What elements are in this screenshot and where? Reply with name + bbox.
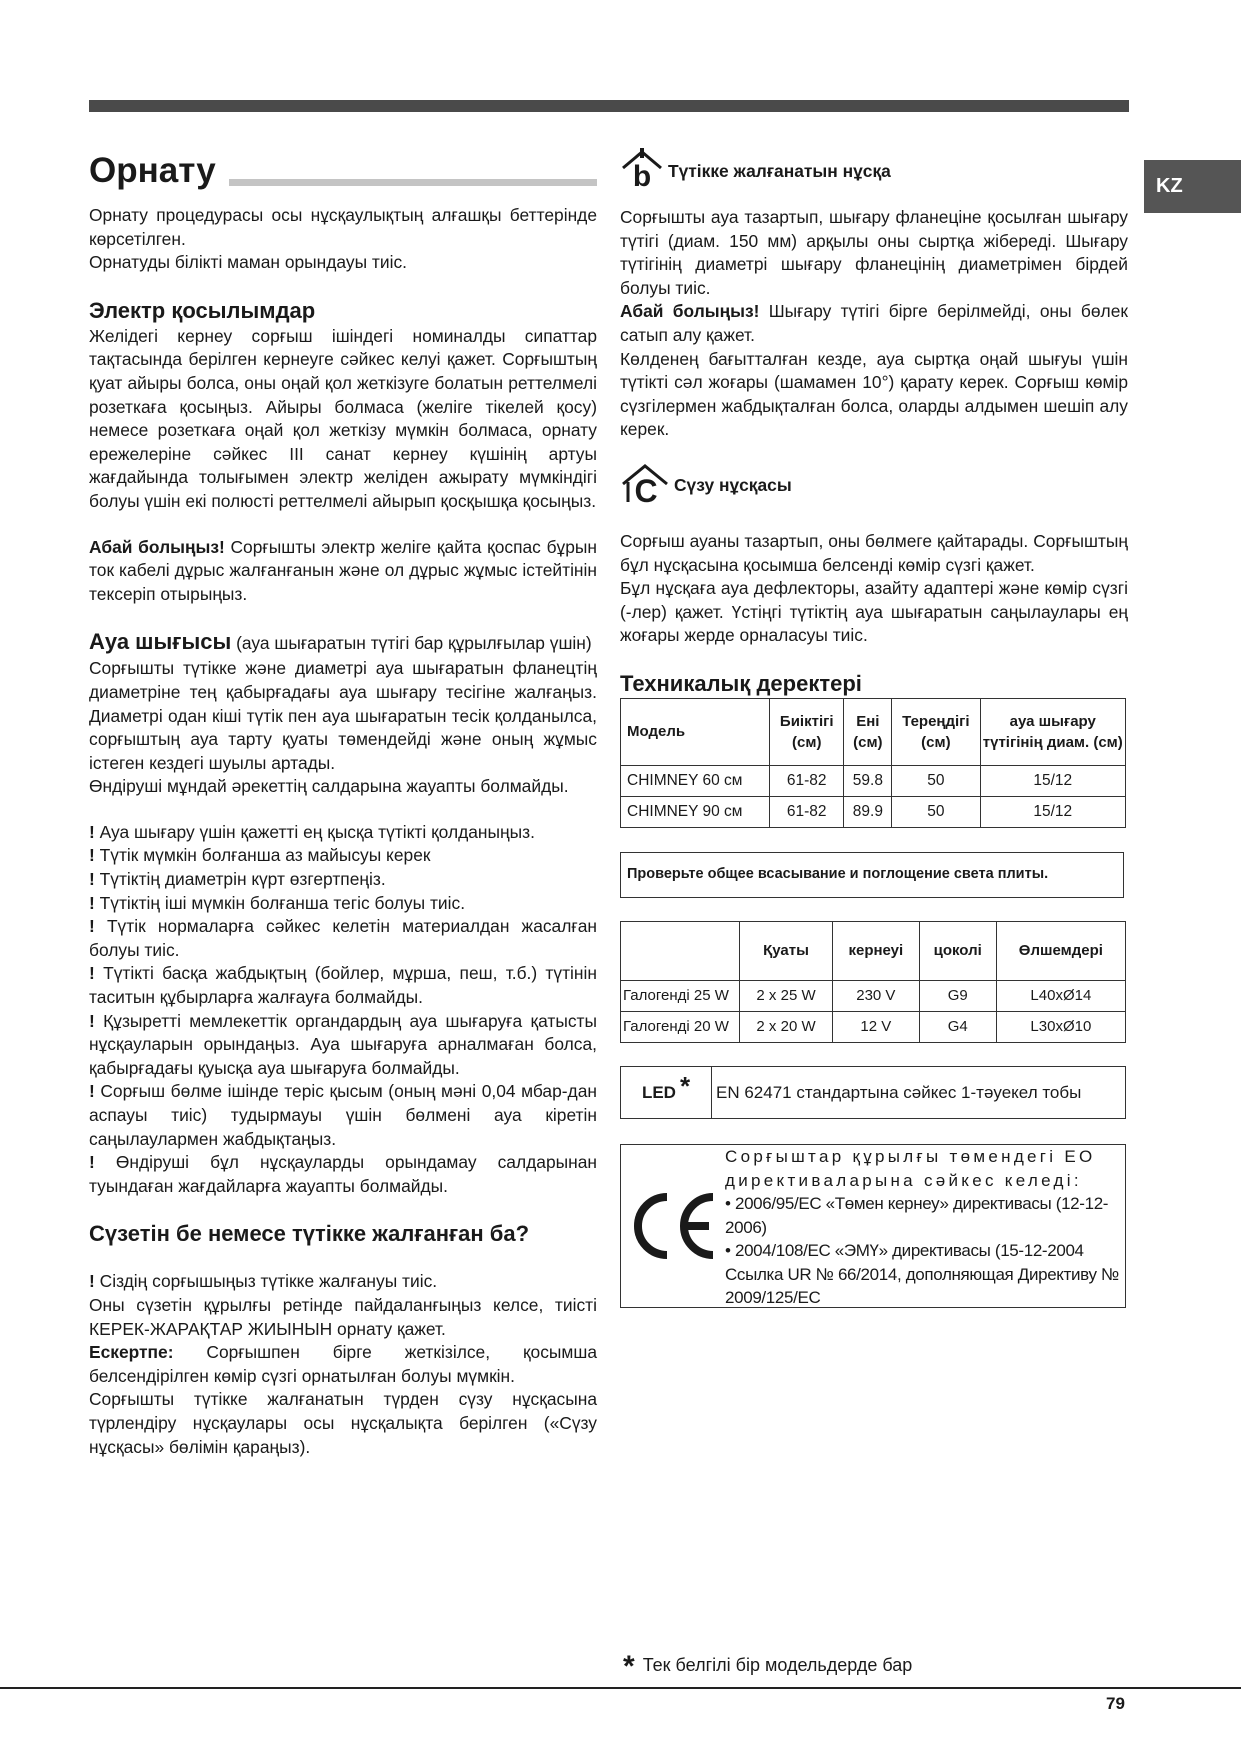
page-number: 79 (1106, 1694, 1125, 1713)
filter-duct-line-3: Сорғышты түтікке жалғанатын түрден сүзу нұсқасына түрлендіру нұсқаулары осы нұсқалықта берілген («Сүзу нұсқасы» бөлімін қараңыз). (89, 1389, 597, 1457)
filter-version-heading: Сүзу нұсқасы (674, 475, 792, 496)
table-cell: CHIMNEY 90 см (621, 796, 770, 827)
table-cell: L40xØ14 (996, 980, 1125, 1011)
intro-line-1: Орнату процедурасы осы нұсқаулықтың алғашқы беттерінде көрсетілген. (89, 205, 597, 249)
table-cell: 15/12 (980, 796, 1125, 827)
table-cell: 61-82 (770, 796, 844, 827)
footnote-asterisk: * (623, 1650, 635, 1683)
duct-text-2: Көлденең бағытталған кезде, ауа сыртқа оңай шығуы үшін түтікті сәл жоғары (шамамен 10°) қарату керек. Сорғыш көмір сүзгілермен жабдықталған болса, оларды алдымен шешіп алу керек. (620, 348, 1128, 440)
table-header-cell: кернеуі (833, 921, 920, 980)
table-header-cell: Ені (см) (844, 698, 892, 765)
air-bullet: ! Түтіктің іші мүмкін болғанша тегіс болуы тиіс. (89, 892, 466, 913)
left-column (89, 150, 597, 1459)
ce-line: Сорғыштар құрылғы төмендегі ЕО директиваларына сәйкес келеді: (725, 1146, 1096, 1190)
tech-data-table (620, 698, 1126, 828)
duct-version-header (620, 150, 1128, 194)
air-bullet: ! Өндіруші бұл нұсқауларды орындамау салдарынан туындаған жағдайларға жауапты болмайды. (89, 1152, 597, 1196)
warning-label: Абай болыңыз! (89, 536, 225, 557)
ce-compliance-box (620, 1144, 1126, 1308)
title-underline (229, 179, 597, 186)
filter-duct-note: Ескертпе: Сорғышпен бірге жеткізілсе, қосымша белсендірілген көмір сүзгі орнатылған болуы мүмкін. (89, 1342, 597, 1386)
table-cell: 2 x 20 W (740, 1011, 833, 1042)
svg-text:b: b (632, 159, 652, 190)
table-row (621, 765, 1126, 796)
table-cell: 61-82 (770, 765, 844, 796)
language-tab: KZ (1144, 160, 1241, 213)
table-cell: 50 (892, 796, 980, 827)
filter-text-2: Бұл нұсқаға ауа дефлекторы, азайту адаптері және көмір сүзгі (-лер) қажет. Үстіңгі түтіктің ауа шығаратын саңылаулары ең жоғары жерде орналасуы тиіс. (620, 578, 1128, 646)
air-outlet-heading: Ауа шығысы (ауа шығаратын түтігі бар құрылғылар үшін) (89, 629, 592, 655)
air-text-2: Өндіруші мұндай әрекеттің салдарына жауапты болмайды. (89, 776, 569, 797)
filter-text-1: Сорғыш ауаны тазартып, оны бөлмеге қайтарады. Сорғыштың бұл нұсқасына қосымша белсенді көмір сүзгі қажет. (620, 530, 1128, 575)
table-cell: G4 (919, 1011, 996, 1042)
halogen-lamp-table (620, 921, 1126, 1043)
table-cell: 59.8 (844, 765, 892, 796)
ce-line: • 2004/108/EC «ЭМҮ» директивасы (15-12-2004 Ссылка UR № 66/2014, дополняющая Директиву № 2009/125/EC (725, 1241, 1119, 1308)
footnote-text: Тек белгілі бір модельдерде бар (642, 1654, 913, 1675)
table-cell: 12 V (833, 1011, 920, 1042)
table-cell: 50 (892, 765, 980, 796)
air-bullet: ! Түтіктің диаметрін күрт өзгертпеңіз. (89, 869, 386, 890)
table-header-cell: ауа шығару түтігінің диам. (см) (980, 698, 1125, 765)
duct-text-1: Сорғышты ауа тазартып, шығару фланеціне қосылған шығару түтігі (диам. 150 мм) арқылы оны сыртқа жібереді. Шығару түтігінің диаметрі шығару фланецінің диаметрімен бірдей болуы тиіс. (620, 207, 1128, 298)
intro-line-2: Орнатуды білікті маман орындауы тиіс. (89, 252, 408, 273)
air-bullet: ! Құзыретті мемлекеттік органдардың ауа шығаруға қатысты нұсқауларын орындаңыз. Ауа шығаруға арналмаған болса, қабырғадағы қуысқа ауа шығаруға болмайды. (89, 1010, 598, 1078)
footnote (623, 1648, 912, 1682)
table-cell: L30xØ10 (996, 1011, 1125, 1042)
table-header-cell: Модель (621, 698, 770, 765)
note-label: Ескертпе: (89, 1342, 174, 1363)
ce-mark-icon (621, 1145, 725, 1307)
top-header-bar (89, 100, 1129, 112)
filter-or-duct-heading: Сүзетін бе немесе түтікке жалғанған ба? (89, 1221, 530, 1247)
air-bullet-list (89, 821, 597, 1199)
tech-data-heading: Техникалық деректері (620, 670, 862, 696)
filter-duct-line-2: Оны сүзетін құрылғы ретінде пайдаланғыңыз келсе, тиісті КЕРЕК-ЖАРАҚТАР ЖИЫНЫН орнату қажет. (89, 1294, 597, 1339)
table-header-row (621, 921, 1126, 980)
hob-check-notice: Проверьте общее всасывание и поглощение света плиты. (620, 852, 1124, 898)
air-bullet: ! Түтікті басқа жабдықтың (бойлер, мұрша, пеш, т.б.) түтінін таситын құбырларға жалғауға болмайды. (89, 963, 597, 1008)
table-cell: 89.9 (844, 796, 892, 827)
table-header-cell (621, 921, 740, 980)
air-text-1: Сорғышты түтікке және диаметрі ауа шығаратын фланецтің диаметріне тең қабырғадағы ауа шығару тесігіне жалғаңыз. Диаметрі одан кіші түтік пен ауа шығаратын тесік қолданылса, сорғыштың ауа тарту қуаты төмендейді және оның жұмыс істеген кездегі шуылы артады. (89, 658, 597, 773)
table-header-cell: цоколі (919, 921, 996, 980)
electric-text: Желідегі кернеу сорғыш ішіндегі номиналды сипаттар тақтасында берілген кернеуге сәйкес келуі қажет. Сорғыштың қуат айыры болса, оны оңай қол жеткізуге болатын реттелмелі розеткаға қосыңыз. Айыры болмаса (желіге тікелей қосу) немесе розеткаға оңай қол жеткізу мүмкін болмаса, орнату ережелеріне сәйкес III санат кернеу күшінің артуы жағдайында толығымен электр желіден ажырату мүмкіндігі болуы үшін екі полюсті реттелмелі айырып қосқышқа қосыңыз. (89, 325, 597, 511)
table-cell: Галогенді 20 W (621, 1011, 740, 1042)
table-row (621, 980, 1126, 1011)
table-cell: 230 V (833, 980, 920, 1011)
electric-heading: Электр қосылымдар (89, 297, 316, 323)
duct-version-heading: Түтікке жалғанатын нұсқа (668, 161, 891, 182)
led-info-box (620, 1066, 1126, 1119)
air-bullet: ! Ауа шығару үшін қажетті ең қысқа түтікті қолданыңыз. (89, 821, 535, 842)
table-header-cell: Өлшемдері (996, 921, 1125, 980)
table-header-cell: Биіктігі (см) (770, 698, 844, 765)
duct-warning: Абай болыңыз! Шығару түтігі бірге берілмейді, оны бөлек сатып алу қажет. (620, 301, 1128, 345)
svg-text:C: C (634, 472, 658, 504)
ce-line: • 2006/95/EC «Төмен кернеу» директивасы (12-12-2006) (725, 1194, 1109, 1237)
filter-version-c-icon (620, 462, 670, 511)
table-cell: CHIMNEY 60 см (621, 765, 770, 796)
table-header-cell: Тереңдігі (см) (892, 698, 980, 765)
table-row (621, 796, 1126, 827)
warning-label: Абай болыңыз! (620, 301, 760, 322)
table-row (621, 1011, 1126, 1042)
ce-directives-text (725, 1145, 1125, 1307)
duct-version-b-icon (620, 148, 664, 197)
led-label-cell: LED * (621, 1067, 712, 1118)
table-cell: G9 (919, 980, 996, 1011)
table-header-cell: Қуаты (740, 921, 833, 980)
air-bullet: ! Түтік нормаларға сәйкес келетін материалдан жасалған болуы тиіс. (89, 916, 597, 960)
table-cell: 15/12 (980, 765, 1125, 796)
electric-warning: Абай болыңыз! Сорғышты электр желіге қайта қоспас бұрын ток кабелі дұрыс жалғанғанын және ол дұрыс жұмыс істейтінін тексеріп отырыңыз. (89, 536, 597, 604)
table-header-row (621, 698, 1126, 765)
air-bullet: ! Түтік мүмкін болғанша аз майысуы керек (89, 845, 431, 866)
table-cell: 2 x 25 W (740, 980, 833, 1011)
led-standard-text: EN 62471 стандартына сәйкес 1-тәуекел тобы (716, 1082, 1082, 1102)
bottom-rule (0, 1687, 1241, 1689)
table-cell: Галогенді 25 W (621, 980, 740, 1011)
filter-version-header (620, 464, 1128, 508)
filter-duct-line-1: ! Сіздің сорғышыңыз түтікке жалғануы тиіс. (89, 1271, 438, 1292)
page-title: Орнату (89, 150, 597, 192)
right-column (620, 150, 1128, 1308)
air-bullet: ! Сорғыш бөлме ішінде теріс қысым (оның мәні 0,04 мбар-дан аспауы тиіс) тудырмауы үшін бөлмені ауа кіретін саңылаулармен жабдықтаңыз. (89, 1081, 597, 1149)
